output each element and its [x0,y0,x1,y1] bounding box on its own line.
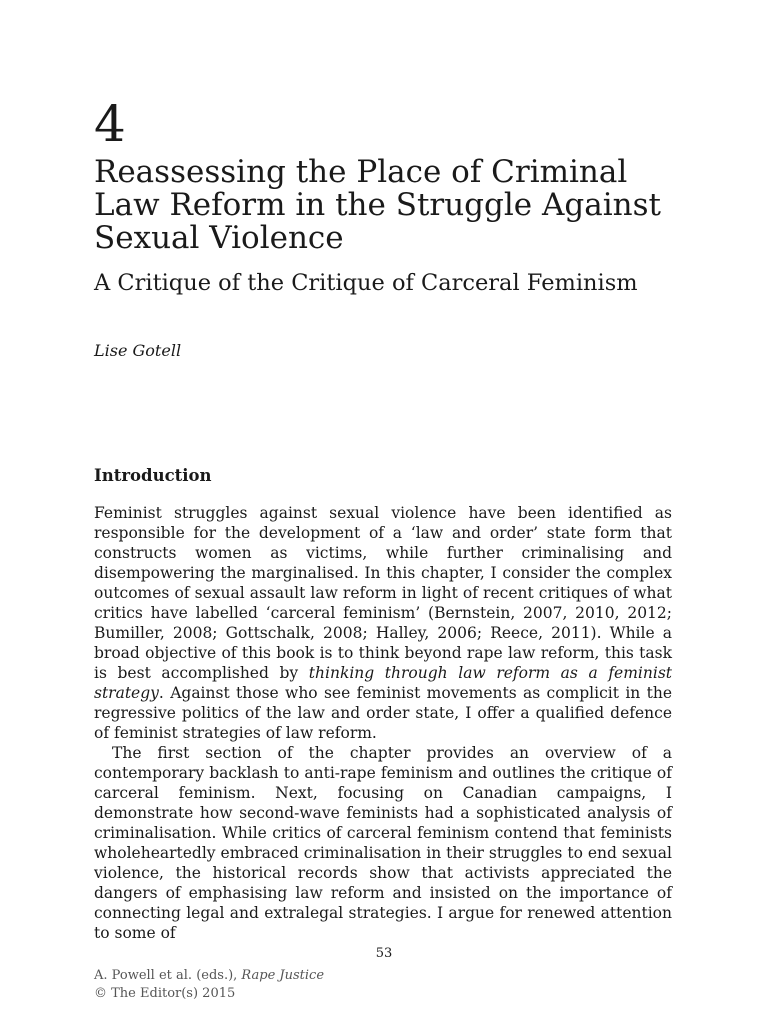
copyright-line: © The Editor(s) 2015 [94,986,236,1001]
book-title: Rape Justice [241,968,325,983]
page-number: 53 [375,946,393,961]
section-heading: Introduction [94,466,212,485]
chapter-number: 4 [94,95,126,153]
chapter-subtitle: A Critique of the Critique of Carceral Feminism [94,270,638,296]
paragraph-1-part-2: . Against those who see feminist movements as complicit in the regressive politics of the law and order state, I offer a qualified defence of feminist strategies of law reform. [94,684,672,742]
footer-citation [94,967,324,1003]
footer-citation-line [94,967,324,985]
chapter-title: Reassessing the Place of Criminal Law Reform in the Struggle Against Sexual Violence [94,154,661,256]
paragraph-2: The first section of the chapter provides an overview of a contemporary backlash to anti-rape feminism and outlines the critique of carceral feminism. Next, focusing on Canadian campaigns, I demonstrate how second-wave feminists had a sophisticated analysis of criminalisation. While critics of carceral feminism contend that feminists wholeheartedly embraced criminalisation in their struggles to end sexual violence, the historical records show that activists appreciated the dangers of emphasising law reform and insisted on the importance of connecting legal and extralegal strategies. I argue for renewed attention to some of [94,744,672,942]
paragraph-1 [94,503,672,743]
body-text [94,503,672,943]
citation-prefix: A. Powell et al. (eds.), [94,968,242,983]
paragraph-1-emphasis: thinking through law reform as a feminist strategy [94,664,673,702]
paragraph-1-part-1: Feminist struggles against sexual violence have been identified as responsible for the development of a ‘law and order’ state form that constructs women as victims, while further criminalising and disempowering the marginalised. In this chapter, I consider the complex outcomes of sexual assault law reform in light of recent critiques of what critics have labelled ‘carceral feminism’ (Bernstein, 2007, 2010, 2012; Bumiller, 2008; Gottschalk, 2008; Halley, 2006; Reece, 2011). While a broad objective of this book is to think beyond rape law reform, this task is best accomplished by [94,504,672,682]
author-name: Lise Gotell [94,341,182,360]
